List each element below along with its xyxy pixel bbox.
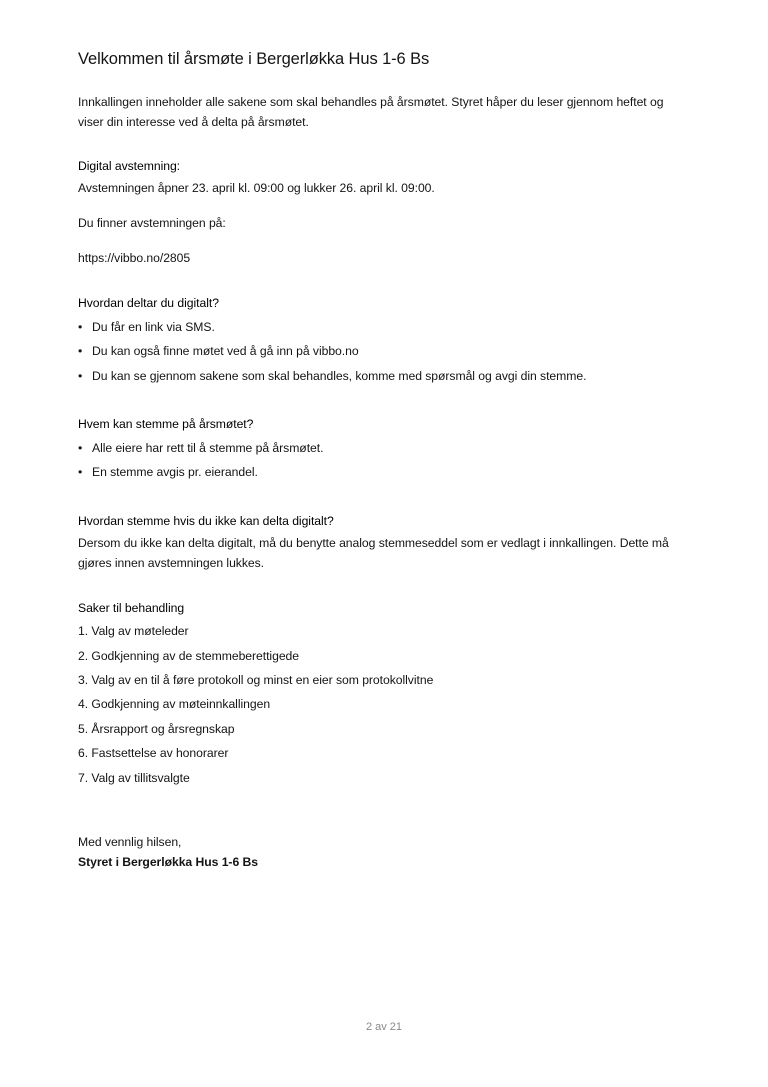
agenda-item: 7. Valg av tillitsvalgte (78, 771, 190, 785)
bullet-icon: • (78, 441, 83, 455)
agenda-item: 2. Godkjenning av de stemmeberettigede (78, 649, 299, 663)
page-title: Velkommen til årsmøte i Bergerløkka Hus 1-6 Bs (78, 50, 430, 68)
digital-text: Avstemningen åpner 23. april kl. 09:00 og lukker 26. april kl. 09:00. (78, 181, 435, 195)
how-list-item (78, 341, 359, 361)
page-number: 2 av 21 (365, 1021, 403, 1033)
agenda-item: 3. Valg av en til å føre protokoll og minst en eier som protokollvitne (78, 673, 434, 687)
voting-url-link[interactable]: https://vibbo.no/2805 (78, 251, 191, 265)
intro-line-2: viser din interesse ved å delta på årsmøtet. (78, 115, 309, 129)
analog-line-1: Dersom du ikke kan delta digitalt, må du benytte analog stemmeseddel som er vedlagt i innkallingen. Dette må (78, 536, 669, 550)
intro-paragraph (78, 92, 663, 132)
digital-find-text: Du finner avstemningen på: (78, 216, 226, 230)
how-list-item (78, 366, 586, 386)
who-list-item (78, 438, 323, 458)
bullet-icon: • (78, 320, 83, 334)
how-heading: Hvordan deltar du digitalt? (78, 296, 219, 310)
how-item-text: Du kan også finne møtet ved å gå inn på vibbo.no (92, 344, 359, 358)
agenda-item: 6. Fastsettelse av honorarer (78, 746, 229, 760)
closing-greeting: Med vennlig hilsen, (78, 835, 182, 849)
digital-heading: Digital avstemning: (78, 159, 181, 173)
agenda-heading: Saker til behandling (78, 601, 185, 615)
who-heading: Hvem kan stemme på årsmøtet? (78, 417, 254, 431)
bullet-icon: • (78, 344, 83, 358)
how-item-text: Du kan se gjennom sakene som skal behandles, komme med spørsmål og avgi din stemme. (92, 369, 587, 383)
who-list-item (78, 462, 258, 482)
analog-line-2: gjøres innen avstemningen lukkes. (78, 556, 265, 570)
bullet-icon: • (78, 465, 83, 479)
agenda-item: 4. Godkjenning av møteinnkallingen (78, 697, 271, 711)
who-item-text: Alle eiere har rett til å stemme på årsmøtet. (92, 441, 324, 455)
analog-paragraph (78, 533, 669, 573)
who-item-text: En stemme avgis pr. eierandel. (92, 465, 258, 479)
bullet-icon: • (78, 369, 83, 383)
closing-signature: Styret i Bergerløkka Hus 1-6 Bs (78, 855, 258, 869)
how-list-item (78, 317, 215, 337)
how-item-text: Du får en link via SMS. (92, 320, 215, 334)
analog-heading: Hvordan stemme hvis du ikke kan delta digitalt? (78, 514, 334, 528)
agenda-item: 1. Valg av møteleder (78, 624, 189, 638)
agenda-item: 5. Årsrapport og årsregnskap (78, 722, 235, 736)
intro-line-1: Innkallingen inneholder alle sakene som skal behandles på årsmøtet. Styret håper du leser gjennom heftet og (78, 95, 664, 109)
